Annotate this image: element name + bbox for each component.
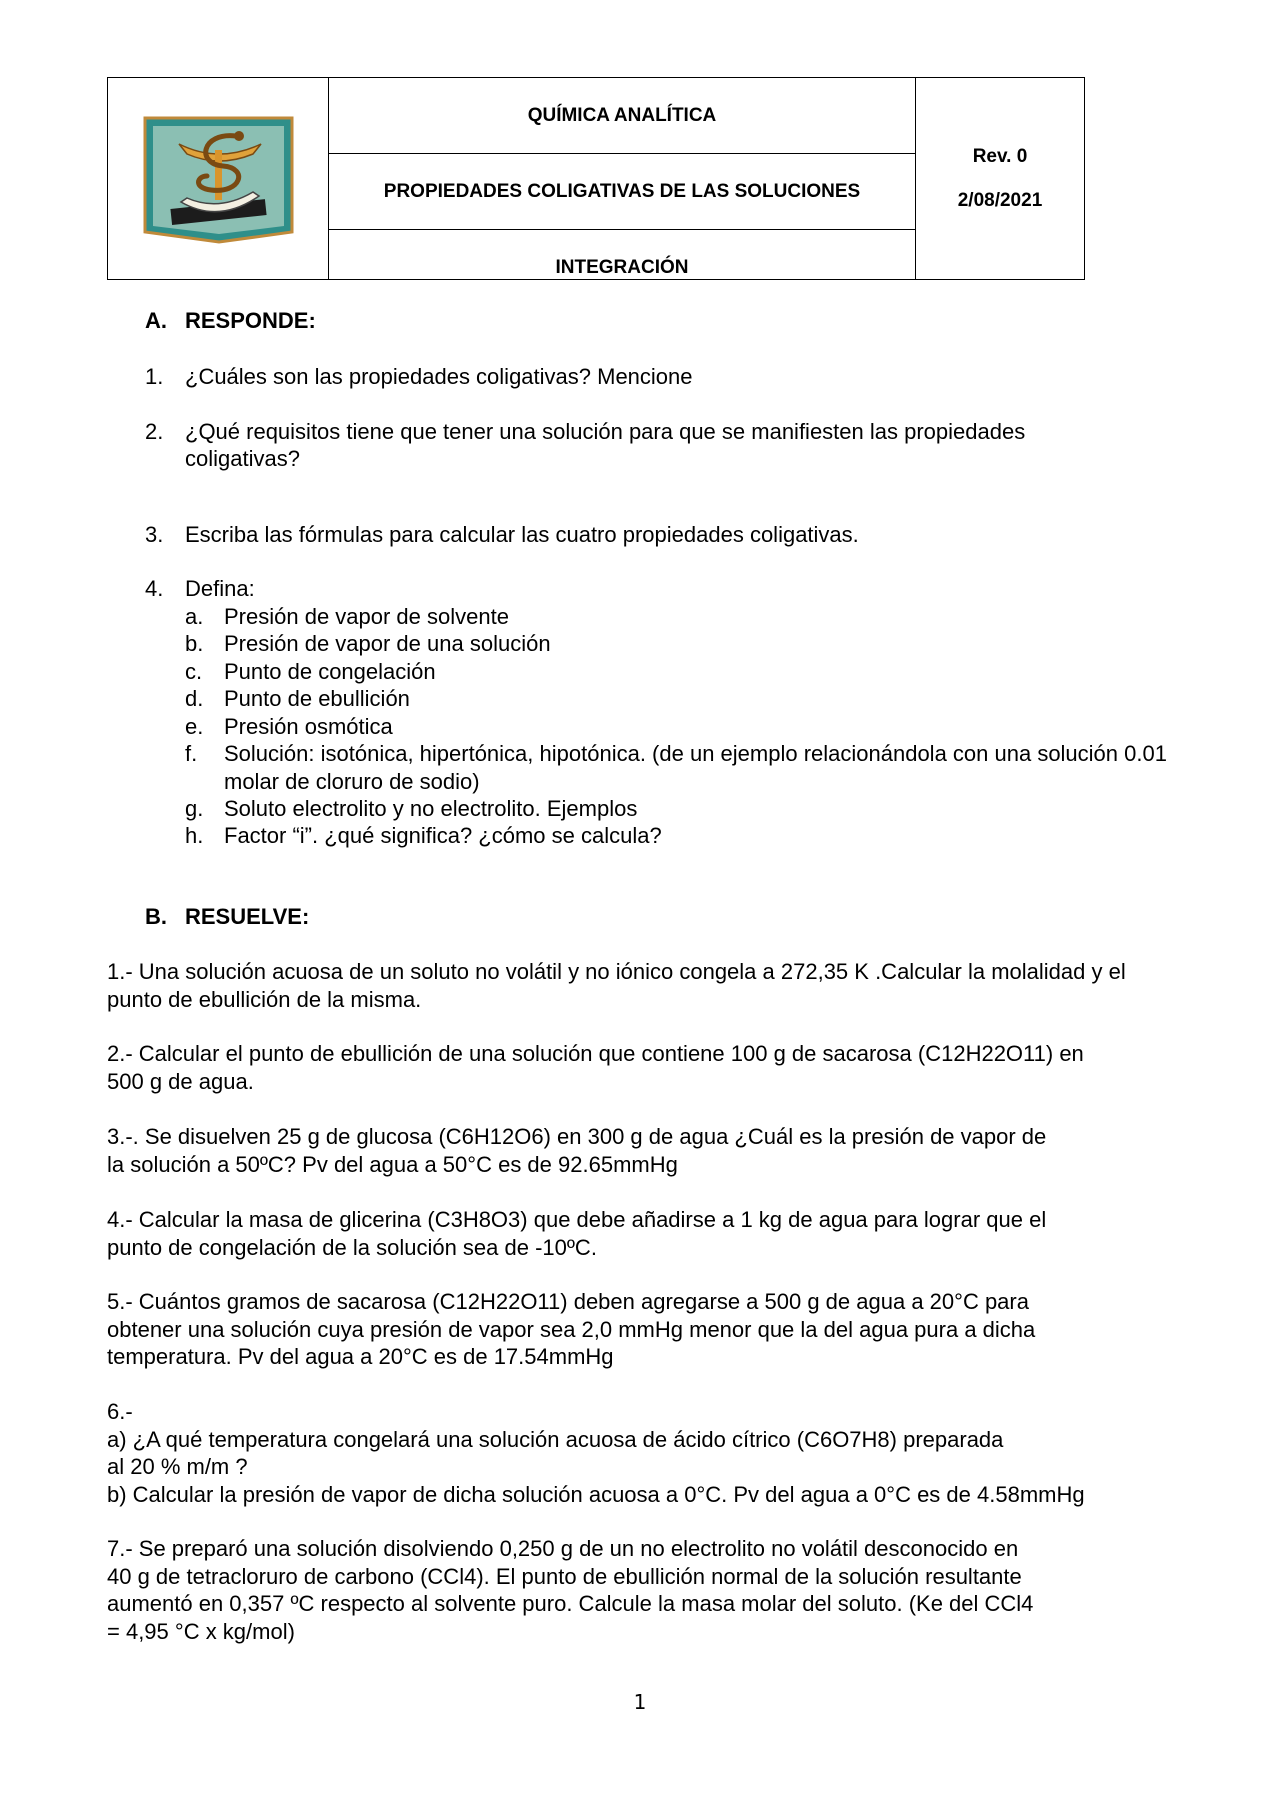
- problem-2: [107, 1040, 1207, 1095]
- question-number: 3.: [145, 522, 164, 547]
- question-text: Defina:: [185, 576, 255, 601]
- topic-title: PROPIEDADES COLIGATIVAS DE LAS SOLUCIONES: [383, 180, 861, 202]
- problem-line: 6.-: [107, 1399, 133, 1424]
- subitem-text: Presión de vapor de solvente: [224, 604, 509, 629]
- problem-line: 5.- Cuántos gramos de sacarosa (C12H22O11) deben agregarse a 500 g de agua a 20°C para: [107, 1289, 1029, 1314]
- problem-4: [107, 1206, 1207, 1261]
- problem-line: a) ¿A qué temperatura congelará una solución acuosa de ácido cítrico (C6O7H8) preparada: [107, 1426, 1004, 1452]
- problem-line: la solución a 50ºC? Pv del agua a 50°C es de 92.65mmHg: [107, 1151, 678, 1177]
- problem-6: [107, 1398, 1207, 1508]
- pharmacy-logo-icon: [141, 114, 296, 244]
- problem-5: [107, 1288, 1207, 1371]
- subitem-text: Punto de congelación: [224, 659, 436, 684]
- section-b-letter: B.: [145, 904, 167, 929]
- problem-line: 4.- Calcular la masa de glicerina (C3H8O3) que debe añadirse a 1 kg de agua para lograr que el: [107, 1207, 1047, 1232]
- subitem-letter: d.: [185, 686, 204, 711]
- subitem-text: Punto de ebullición: [224, 686, 410, 711]
- problem-line: 2.- Calcular el punto de ebullición de una solución que contiene 100 g de sacarosa (C12H22O11) en: [107, 1041, 1084, 1066]
- question-number: 4.: [145, 576, 164, 601]
- header-table: [107, 77, 1085, 280]
- problem-3: [107, 1123, 1207, 1178]
- section-b-title: RESUELVE:: [185, 904, 310, 929]
- section-a-letter: A.: [145, 308, 167, 333]
- revision-label: Rev. 0: [972, 145, 1028, 167]
- question-number: 2.: [145, 419, 164, 444]
- subitem-text: Presión de vapor de una solución: [224, 631, 551, 656]
- subitem-text: Factor “i”. ¿qué significa? ¿cómo se calcula?: [224, 823, 662, 848]
- problem-line: b) Calcular la presión de vapor de dicha solución acuosa a 0°C. Pv del agua a 0°C es de 4.58mmHg: [107, 1481, 1085, 1507]
- subitem-letter: a.: [185, 604, 204, 629]
- logo-cell: [108, 78, 329, 280]
- course-cell: [329, 78, 916, 154]
- question-number: 1.: [145, 364, 164, 389]
- subitem-letter: e.: [185, 714, 204, 739]
- problem-line: 1.- Una solución acuosa de un soluto no volátil y no iónico congela a 272,35 K .Calcular la molalidad y el: [107, 959, 1126, 984]
- problem-line: 7.- Se preparó una solución disolviendo 0,250 g de un no electrolito no volátil desconocido en: [107, 1536, 1019, 1561]
- page-number: 1: [633, 1690, 647, 1714]
- question-text: ¿Qué requisitos tiene que tener una solución para que se manifiesten las propiedades coligativas?: [185, 419, 1026, 471]
- revision-date: 2/08/2021: [957, 189, 1043, 211]
- subitem-letter: g.: [185, 796, 204, 821]
- problem-line: 3.-. Se disuelven 25 g de glucosa (C6H12O6) en 300 g de agua ¿Cuál es la presión de vapor de: [107, 1124, 1047, 1149]
- subitem-letter: b.: [185, 631, 204, 656]
- topic-cell: [329, 154, 916, 230]
- problem-line: 500 g de agua.: [107, 1068, 254, 1094]
- subitem-text: Presión osmótica: [224, 714, 393, 739]
- question-text: Escriba las fórmulas para calcular las cuatro propiedades coligativas.: [185, 522, 859, 547]
- question-text: ¿Cuáles son las propiedades coligativas? Mencione: [185, 364, 693, 389]
- problem-line: 40 g de tetracloruro de carbono (CCl4). El punto de ebullición normal de la solución resultante: [107, 1563, 1022, 1589]
- revision-cell: [916, 78, 1085, 280]
- section-a-title: RESPONDE:: [185, 308, 316, 333]
- problem-line: = 4,95 °C x kg/mol): [107, 1618, 295, 1644]
- problem-line: temperatura. Pv del agua a 20°C es de 17.54mmHg: [107, 1344, 614, 1369]
- problem-line: punto de ebullición de la misma.: [107, 986, 422, 1012]
- subitem-letter: f.: [185, 741, 198, 766]
- problem-7: [107, 1535, 1207, 1645]
- subitem-letter: h.: [185, 823, 204, 848]
- type-cell: [329, 230, 916, 280]
- course-title: QUÍMICA ANALÍTICA: [527, 104, 717, 126]
- problem-line: al 20 % m/m ?: [107, 1454, 248, 1479]
- subitem-letter: c.: [185, 659, 203, 684]
- problem-line: punto de congelación de la solución sea de -10ºC.: [107, 1234, 597, 1260]
- subitem-text: Soluto electrolito y no electrolito. Ejemplos: [224, 796, 638, 821]
- problem-1: [107, 958, 1207, 1013]
- type-title: INTEGRACIÓN: [555, 257, 689, 278]
- subitem-text: Solución: isotónica, hipertónica, hipotónica. (de un ejemplo relacionándola con una solución 0.01 molar de cloruro de sodio): [224, 741, 1167, 794]
- problem-line: obtener una solución cuya presión de vapor sea 2,0 mmHg menor que la del agua pura a dicha: [107, 1316, 1036, 1342]
- problem-line: aumentó en 0,357 ºC respecto al solvente puro. Calcule la masa molar del soluto. (Ke del CCl4: [107, 1591, 1034, 1616]
